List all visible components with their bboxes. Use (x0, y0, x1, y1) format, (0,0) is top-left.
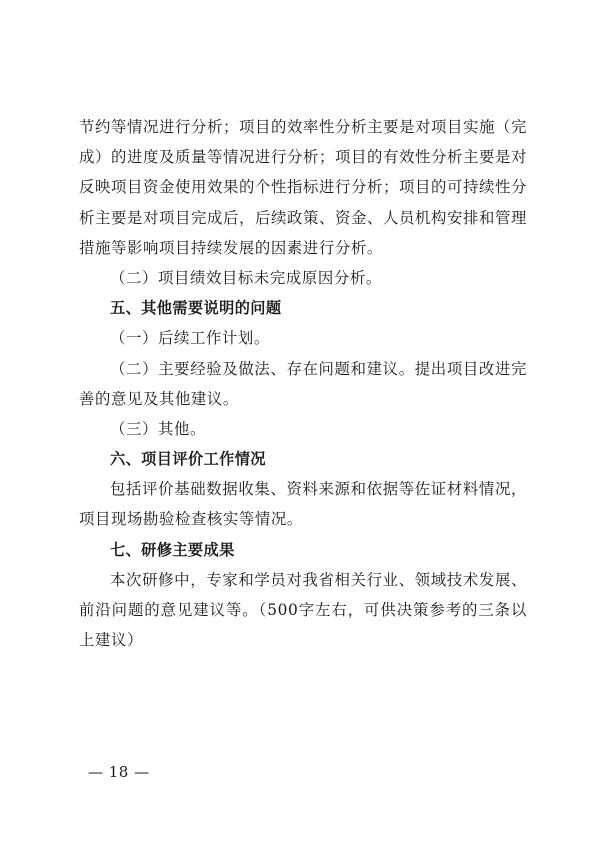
paragraph-line: 善的意见及其他建议。 (79, 389, 239, 408)
paragraph-line: 反映项目资金使用效果的个性指标进行分析；项目的可持续性分 (79, 178, 527, 197)
subsection-item: （三）其他。 (110, 419, 206, 438)
paragraph-line: 前沿问题的意见建议等。（500字左右，可供决策参考的三条以 (79, 601, 527, 619)
section-heading-5: 五、其他需要说明的问题 (110, 299, 282, 318)
paragraph-line: 项目现场勘验检查核实等情况。 (79, 510, 303, 529)
paragraph-line: 措施等影响项目持续发展的因素进行分析。 (79, 238, 383, 257)
paragraph-line: 上建议） (79, 631, 143, 650)
page-number: — 18 — (88, 763, 150, 781)
paragraph-line: 节约等情况进行分析；项目的效率性分析主要是对项目实施（完 (79, 118, 527, 136)
section-heading-7: 七、研修主要成果 (110, 540, 235, 559)
paragraph-line: 成）的进度及质量等情况进行分析；项目的有效性分析主要是对 (79, 148, 527, 167)
document-body (79, 112, 527, 655)
paragraph-line: 本次研修中，专家和学员对我省相关行业、领域技术发展、 (110, 570, 527, 589)
paragraph-line: 包括评价基础数据收集、资料来源和依据等佐证材料情况， (110, 480, 527, 499)
subsection-item: （二）主要经验及做法、存在问题和建议。提出项目改进完 (110, 359, 527, 378)
paragraph-line: 析主要是对项目完成后，后续政策、资金、人员机构安排和管理 (79, 208, 527, 227)
section-heading-6: 六、项目评价工作情况 (110, 450, 266, 469)
subsection-item: （二）项目绩效目标未完成原因分析。 (110, 268, 382, 287)
subsection-item: （一）后续工作计划。 (110, 329, 270, 348)
